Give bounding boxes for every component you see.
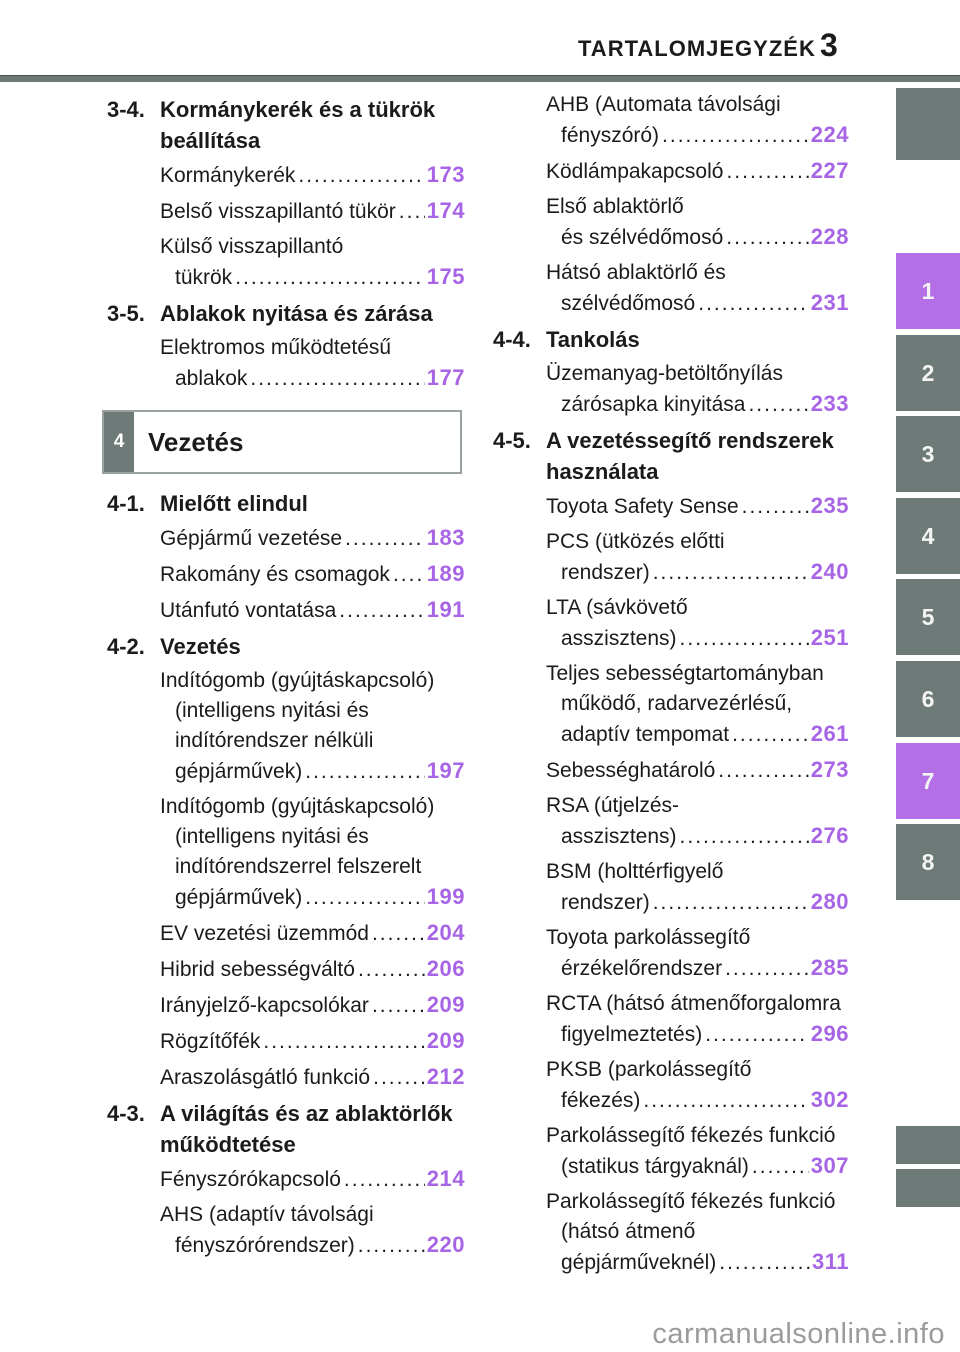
dot-leader [235,263,425,293]
toc-entry-label: Utánfutó vontatása [160,599,337,622]
toc-entry [546,1055,849,1116]
toc-entry-line [160,756,465,787]
toc-column-right [493,90,849,1283]
toc-entry-label: Toyota Safety Sense [546,495,739,518]
toc-section-title [160,94,465,156]
toc-entry-label: érzékelőrendszer [561,957,723,980]
side-tab-8: 8 [896,824,960,900]
toc-entry-label: Hibrid sebességváltó [160,958,355,981]
toc-entry-line: PKSB (parkolássegítő [546,1058,752,1081]
toc-entry-page-number: 197 [426,758,465,783]
toc-section [107,488,465,519]
toc-entry-page-number: 183 [426,525,465,550]
toc-entry-line: indítórendszerrel felszerelt [175,855,422,878]
toc-entry-line [546,887,849,918]
toc-section [107,298,465,329]
toc-entry-label: fényszóró) [561,124,660,147]
toc-entry-label: asszisztens) [561,825,677,848]
toc-entry [160,523,465,554]
side-tab-7: 7 [896,743,960,819]
toc-entry-line: működő, radarvezérlésű, [561,692,793,715]
toc-entry-line: Indítógomb (gyújtáskapcsoló) [160,795,435,818]
toc-entry [546,491,849,522]
toc-entry-label: Gépjármű vezetése [160,527,343,550]
toc-entry-label: Ködlámpakapcsoló [546,160,724,183]
toc-entry-line: Üzemanyag-betöltőnyílás [546,362,783,385]
toc-entry-label: Belső visszapillantó tükör [160,200,396,223]
toc-entry [160,559,465,590]
dot-leader [358,955,425,985]
toc-entry [546,857,849,918]
toc-entry-line: Elektromos működtetésű [160,336,392,359]
toc-entry-line [160,559,465,590]
toc-entry [160,1026,465,1057]
dot-leader [752,1152,809,1182]
toc-entry [160,196,465,227]
toc-entry-line [160,262,465,293]
toc-entry-page-number: 251 [810,625,849,650]
toc-entry-line: RSA (útjelzés- [546,794,680,817]
dot-leader [373,1063,425,1093]
toc-entry [160,1200,465,1261]
toc-entry-page-number: 177 [426,365,465,390]
header-rule [0,75,960,82]
toc-entry [546,258,849,319]
toc-entry [546,156,849,187]
chapter-title: Vezetés [148,426,244,457]
toc-entry [546,359,849,420]
toc-entry-label: gépjárműveknél) [561,1251,717,1274]
toc-section-title-line: Tankolás [546,327,640,352]
dot-leader [372,991,425,1021]
toc-entry-line: Hátsó ablaktörlő és [546,261,726,284]
toc-entry-line [160,918,465,949]
side-rail-bottom-box-1 [896,1126,960,1164]
toc-entry-label: ablakok [175,367,248,390]
toc-entry-line [546,953,849,984]
toc-section-title-line: A világítás és az ablaktörlők [160,1101,453,1126]
toc-entry-page-number: 233 [810,391,849,416]
toc-section [107,94,465,156]
toc-entry-label: EV vezetési üzemmód [160,922,369,945]
toc-entry-line [546,120,849,151]
toc-entry-label: (statikus tárgyaknál) [561,1155,749,1178]
dot-leader [718,756,808,786]
toc-entry-page-number: 276 [810,823,849,848]
toc-entry-line [160,954,465,985]
toc-entry-line: BSM (holttérfigyelő [546,860,724,883]
toc-entry-line: AHS (adaptív távolsági [160,1203,374,1226]
toc-entry-line [546,1151,849,1182]
dot-leader [399,197,425,227]
toc-entry-page-number: 209 [426,1028,465,1053]
toc-entry-label: Fényszórókapcsoló [160,1168,341,1191]
toc-entry [160,333,465,394]
toc-entry-label: gépjárművek) [175,886,303,909]
chapter-number: 4 [104,412,134,472]
toc-entry [546,593,849,654]
toc-section-number: 4-3. [107,1101,145,1126]
toc-entry-page-number: 214 [426,1166,465,1191]
toc-entry-page-number: 302 [810,1087,849,1112]
dot-leader [732,720,809,750]
toc-entry-page-number: 307 [810,1153,849,1178]
toc-entry-page-number: 296 [810,1021,849,1046]
toc-entry [546,1121,849,1182]
toc-entry-page-number: 175 [426,264,465,289]
dot-leader [698,289,809,319]
toc-entry-line [546,719,849,750]
toc-section-title [160,631,465,662]
toc-entry-label: rendszer) [561,561,650,584]
toc-section-number: 3-4. [107,97,145,122]
toc-entry-line [160,196,465,227]
dot-leader [305,883,425,913]
dot-leader [393,560,425,590]
toc-entry-page-number: 174 [426,198,465,223]
toc-entry-line [160,160,465,191]
toc-entry-line: RCTA (hátsó átmenőforgalomra [546,992,841,1015]
toc-entry-page-number: 199 [426,884,465,909]
toc-entry [160,160,465,191]
dot-leader [725,954,809,984]
side-rail-bottom-box-2 [896,1169,960,1207]
toc-entry-line [160,1164,465,1195]
toc-section-number: 3-5. [107,301,145,326]
toc-entry-line [546,222,849,253]
toc-entry-line [546,623,849,654]
toc-entry-page-number: 220 [426,1232,465,1257]
toc-entry-label: asszisztens) [561,627,677,650]
toc-entry [546,527,849,588]
dot-leader [344,1165,425,1195]
toc-entry-label: gépjárművek) [175,760,303,783]
toc-entry-page-number: 240 [810,559,849,584]
toc-entry-page-number: 204 [426,920,465,945]
toc-section-title [546,425,849,487]
toc-entry [160,1062,465,1093]
toc-entry-page-number: 209 [426,992,465,1017]
toc-entry-line [160,1026,465,1057]
toc-section-title [160,488,465,519]
toc-section-title-line: Mielőtt elindul [160,491,308,516]
toc-section-title-line: Kormánykerék és a tükrök [160,97,436,122]
toc-entry-line: Toyota parkolássegítő [546,926,751,949]
dot-leader [345,524,425,554]
toc-entry-page-number: 231 [810,290,849,315]
toc-section [107,631,465,662]
toc-entry-line [546,1019,849,1050]
dot-leader [643,1086,808,1116]
toc-entry-line [546,1085,849,1116]
toc-section-title-line: Ablakok nyitása és zárása [160,301,433,326]
dot-leader [305,757,425,787]
toc-entry-label: adaptív tempomat [561,723,730,746]
toc-entry-page-number: 212 [426,1064,465,1089]
dot-leader [726,223,809,253]
toc-entry [546,755,849,786]
toc-entry-page-number: 311 [812,1249,849,1274]
toc-section-number: 4-1. [107,491,145,516]
toc-entry-line [546,557,849,588]
toc-entry-line [546,1247,849,1278]
toc-entry [546,90,849,151]
watermark: carmanualsonline.info [652,1318,945,1350]
dot-leader [726,157,808,187]
dot-leader [662,121,809,151]
toc-entry-line: Első ablaktörlő [546,195,684,218]
toc-section-title-line: beállítása [160,128,261,153]
side-tab-3: 3 [896,416,960,492]
toc-entry-label: Sebességhatároló [546,759,716,782]
side-tab-4: 4 [896,498,960,574]
toc-entry-line [160,523,465,554]
toc-section-title [160,1098,465,1160]
toc-entry-line: Külső visszapillantó [160,235,344,258]
toc-entry-label: és szélvédőmosó [561,226,724,249]
side-tab-1: 1 [896,253,960,329]
toc-entry-page-number: 280 [810,889,849,914]
toc-entry-line: Indítógomb (gyújtáskapcsoló) [160,669,435,692]
dot-leader [298,161,424,191]
dot-leader [358,1231,425,1261]
dot-leader [263,1027,424,1057]
side-tab-6: 6 [896,661,960,737]
toc-entry-page-number: 206 [426,956,465,981]
toc-entry-page-number: 228 [810,224,849,249]
toc-entry-line: (intelligens nyitási és [175,699,369,722]
toc-section-title-line: működtetése [160,1132,296,1157]
dot-leader [742,492,809,522]
side-tab-5: 5 [896,579,960,655]
toc-entry [546,192,849,253]
toc-entry-line: AHB (Automata távolsági [546,93,781,116]
toc-entry [160,232,465,293]
toc-section [493,425,849,487]
toc-entry [546,791,849,852]
toc-entry-line: indítórendszer nélküli [175,729,374,752]
toc-entry [160,990,465,1021]
toc-entry-label: Rakomány és csomagok [160,563,390,586]
toc-section [107,1098,465,1160]
page-number: 3 [820,27,838,63]
toc-entry-line [546,288,849,319]
toc-entry [160,595,465,626]
toc-entry-line: (intelligens nyitási és [175,825,369,848]
toc-entry-line [546,156,849,187]
toc-entry-line [546,389,849,420]
toc-section-number: 4-2. [107,634,145,659]
toc-entry-page-number: 235 [810,493,849,518]
toc-entry-page-number: 224 [810,122,849,147]
dot-leader [680,822,809,852]
dot-leader [748,390,808,420]
toc-entry-page-number: 191 [426,597,465,622]
toc-entry-line [160,1230,465,1261]
toc-column-left [107,90,465,1266]
toc-entry-label: fényszórórendszer) [175,1234,355,1257]
toc-entry-label: Araszolásgátló funkció [160,1066,371,1089]
toc-section-title [546,324,849,355]
toc-entry-page-number: 261 [810,721,849,746]
page-title: TARTALOMJEGYZÉK [578,36,816,61]
toc-section-title [160,298,465,329]
toc-entry [160,918,465,949]
toc-entry [546,659,849,750]
toc-section [493,324,849,355]
toc-section-title-line: használata [546,459,659,484]
toc-entry-line: Parkolássegítő fékezés funkció [546,1124,836,1147]
toc-entry-label: Kormánykerék [160,164,296,187]
toc-entry-label: figyelmeztetés) [561,1023,703,1046]
dot-leader [372,919,425,949]
toc-entry-page-number: 285 [810,955,849,980]
toc-entry-page-number: 173 [426,162,465,187]
toc-section-title-line: A vezetéssegítő rendszerek [546,428,834,453]
toc-entry-label: Irányjelző-kapcsolókar [160,994,369,1017]
toc-entry-label: fékezés) [561,1089,641,1112]
toc-entry [160,954,465,985]
toc-entry-label: rendszer) [561,891,650,914]
dot-leader [653,558,809,588]
toc-entry-label: szélvédőmosó [561,292,696,315]
toc-entry-line [160,595,465,626]
toc-entry-line [160,1062,465,1093]
toc-section-title-line: Vezetés [160,634,241,659]
toc-entry-line: Teljes sebességtartományban [546,662,824,685]
toc-entry-line: PCS (ütközés előtti [546,530,725,553]
toc-entry-page-number: 227 [810,158,849,183]
dot-leader [719,1248,810,1278]
toc-entry-line [160,990,465,1021]
toc-entry [160,666,465,787]
toc-entry-line [546,755,849,786]
dot-leader [339,596,424,626]
toc-entry-line [160,363,465,394]
toc-entry-label: tükrök [175,266,233,289]
toc-entry [546,1187,849,1278]
toc-section-number: 4-4. [493,327,531,352]
toc-entry-line: LTA (sávkövető [546,596,688,619]
toc-entry [546,989,849,1050]
toc-entry-line [160,882,465,913]
toc-entry-label: Rögzítőfék [160,1030,261,1053]
toc-entry [160,792,465,913]
toc-entry-line [546,491,849,522]
dot-leader [653,888,809,918]
toc-entry-line [546,821,849,852]
toc-entry-page-number: 273 [810,757,849,782]
toc-entry [160,1164,465,1195]
toc-entry-label: zárósapka kinyitása [561,393,746,416]
chapter-box [102,410,462,474]
dot-leader [250,364,424,394]
toc-section-number: 4-5. [493,428,531,453]
toc-entry-line: (hátsó átmenő [561,1220,696,1243]
dot-leader [705,1020,809,1050]
dot-leader [680,624,809,654]
side-tab-2: 2 [896,335,960,411]
toc-entry-page-number: 189 [426,561,465,586]
side-rail-top-box [896,88,960,160]
toc-entry-line: Parkolássegítő fékezés funkció [546,1190,836,1213]
toc-entry [546,923,849,984]
